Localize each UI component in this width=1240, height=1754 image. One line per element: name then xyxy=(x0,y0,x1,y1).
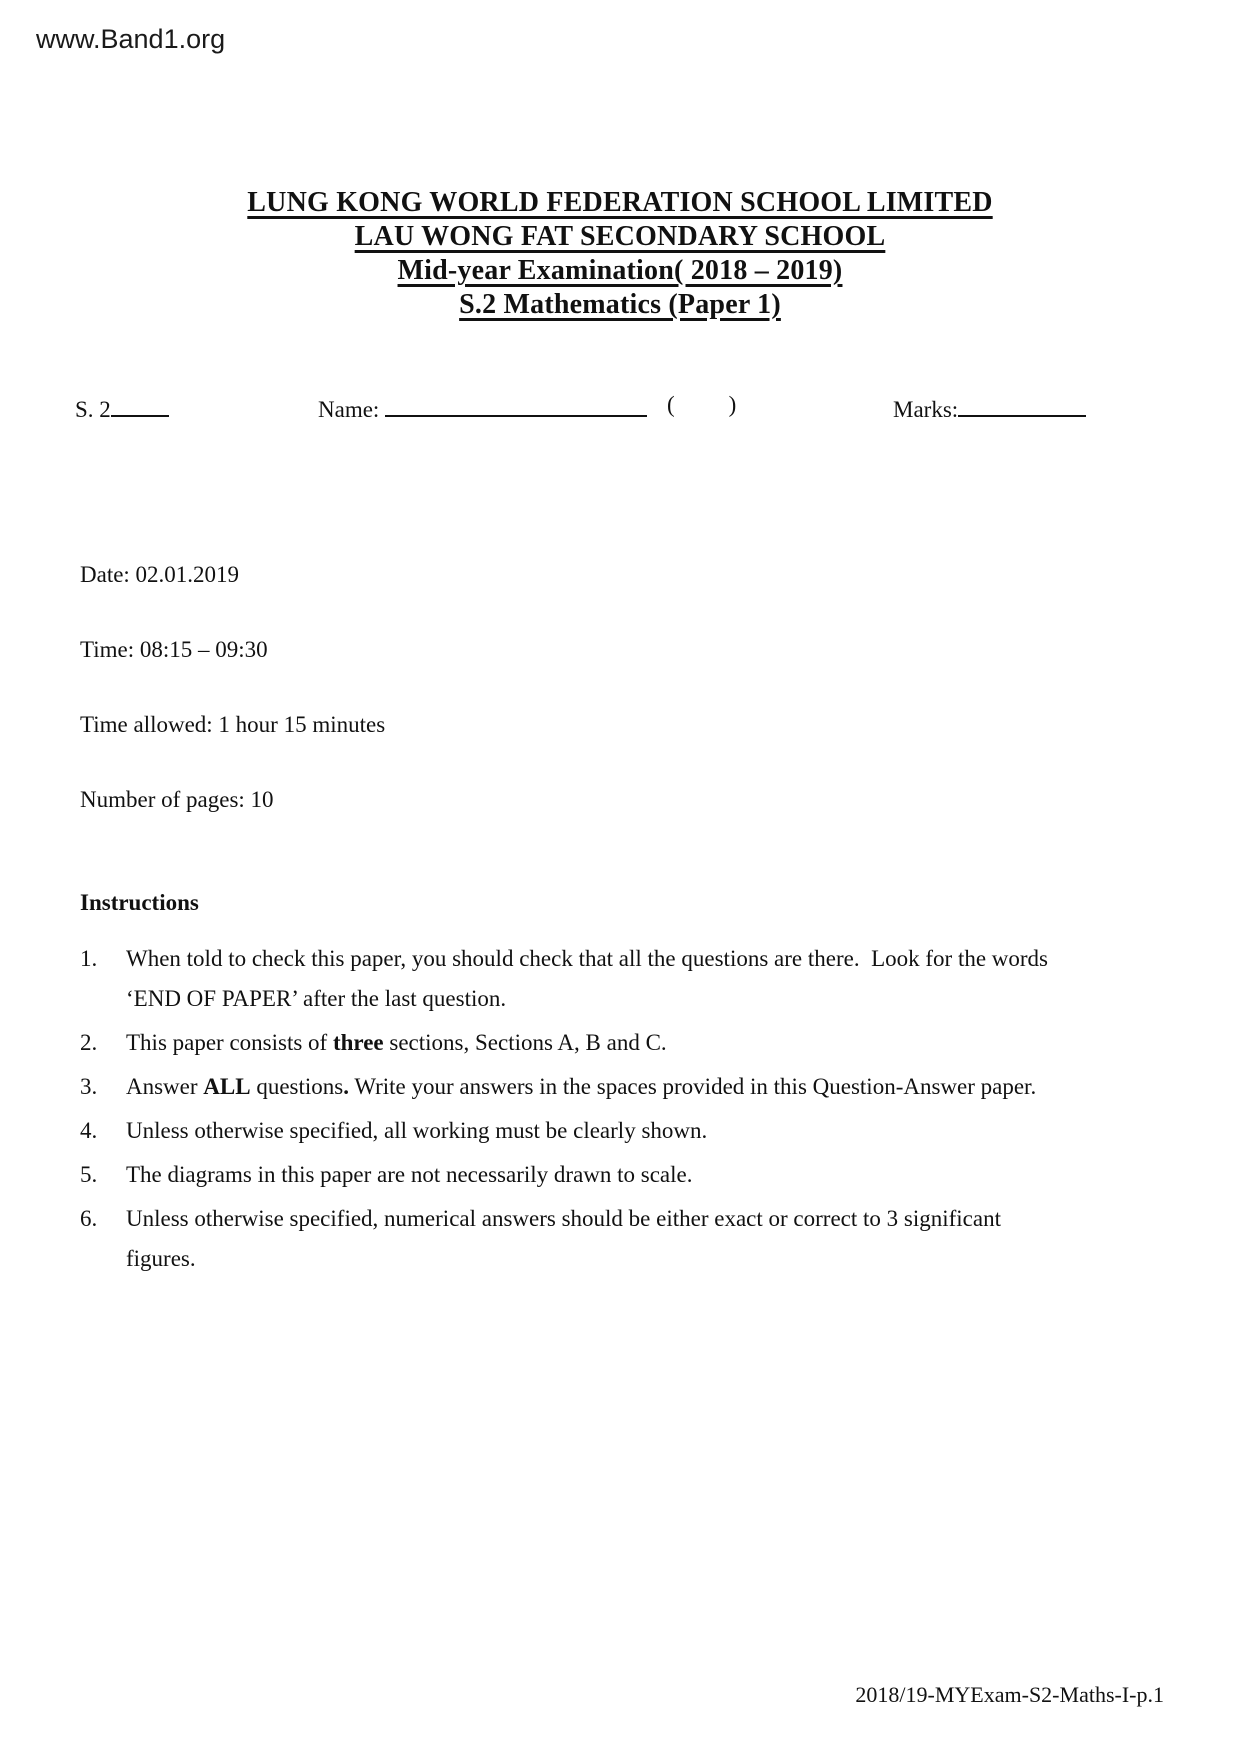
pages-line: Number of pages: 10 xyxy=(80,787,274,812)
instruction-item-3 xyxy=(80,1067,1165,1107)
class-field-label: S. 2 xyxy=(75,397,111,422)
paren-close: ) xyxy=(728,392,737,417)
instruction-item-1 xyxy=(80,939,1165,1019)
marks-fill-line xyxy=(958,392,1086,417)
marks-field xyxy=(893,392,1086,423)
name-fill-line xyxy=(385,392,647,417)
instruction-item-5 xyxy=(80,1155,1165,1195)
instruction-number: 3. xyxy=(80,1074,98,1099)
time-line: Time: 08:15 – 09:30 xyxy=(80,637,268,662)
site-watermark: www.Band1.org xyxy=(36,24,226,54)
name-field xyxy=(318,392,647,423)
paren-open: ( xyxy=(667,392,675,417)
marks-field-label: Marks: xyxy=(893,397,959,422)
candidate-info-row xyxy=(75,392,1165,426)
date-line: Date: 02.01.2019 xyxy=(80,562,240,587)
school-name-line1: LUNG KONG WORLD FEDERATION SCHOOL LIMITED xyxy=(247,187,993,218)
instruction-item-2 xyxy=(80,1023,1165,1063)
instruction-text: This paper consists of three sections, Sections A, B and C. xyxy=(126,1030,667,1055)
exam-name-line: Mid-year Examination( 2018 – 2019) xyxy=(397,255,843,286)
class-field xyxy=(75,392,169,423)
instructions-heading: Instructions xyxy=(80,890,199,915)
instruction-text: The diagrams in this paper are not necessarily drawn to scale. xyxy=(126,1162,693,1187)
instruction-item-4 xyxy=(80,1111,1165,1151)
instruction-text: Unless otherwise specified, numerical answers should be either exact or correct to 3 significant figures. xyxy=(126,1206,1001,1271)
instruction-number: 4. xyxy=(80,1118,98,1143)
instruction-number: 5. xyxy=(80,1162,98,1187)
instruction-number: 1. xyxy=(80,946,98,971)
exam-header xyxy=(0,186,1240,322)
instruction-number: 2. xyxy=(80,1030,98,1055)
school-name-line2: LAU WONG FAT SECONDARY SCHOOL xyxy=(354,221,886,252)
instruction-item-6 xyxy=(80,1199,1165,1279)
instruction-number: 6. xyxy=(80,1206,98,1231)
instruction-text: When told to check this paper, you should check that all the questions are there. Look for the words ‘END OF PAPER’ after the last question. xyxy=(126,946,1049,1011)
name-field-label: Name: xyxy=(318,397,380,422)
exam-details xyxy=(80,560,385,860)
instruction-text: Answer ALL questions. Write your answers in the spaces provided in this Question-Answer paper. xyxy=(126,1074,1037,1099)
subject-line: S.2 Mathematics (Paper 1) xyxy=(459,289,781,320)
instruction-text: Unless otherwise specified, all working must be clearly shown. xyxy=(126,1118,708,1143)
instructions-section xyxy=(80,890,1165,1283)
class-fill-line xyxy=(111,392,169,417)
class-number-parens xyxy=(667,392,736,418)
footer-page-reference: 2018/19-MYExam-S2-Maths-I-p.1 xyxy=(855,1682,1164,1707)
time-allowed-line: Time allowed: 1 hour 15 minutes xyxy=(80,712,386,737)
